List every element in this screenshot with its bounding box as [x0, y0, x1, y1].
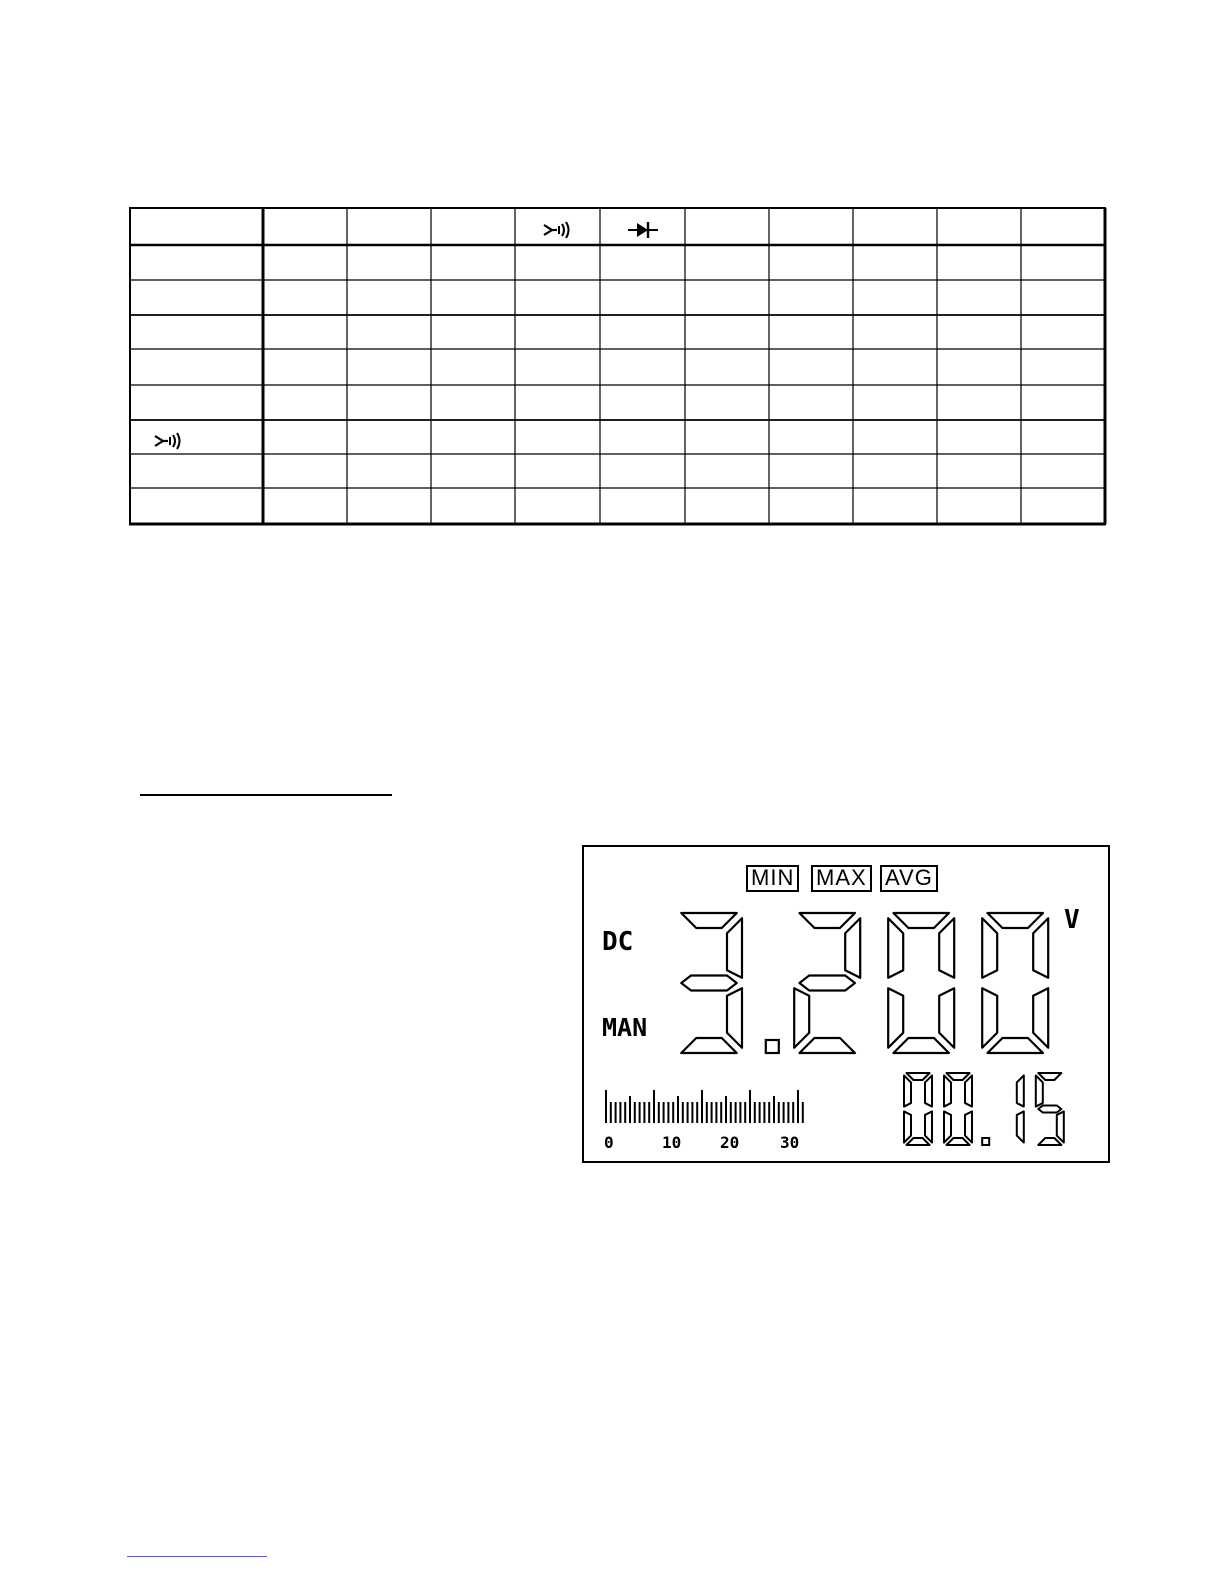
segment-g	[1038, 1106, 1061, 1113]
bargraph-label: 20	[720, 1133, 740, 1152]
segment-d	[893, 1038, 949, 1053]
decimal-point	[982, 1138, 989, 1145]
continuity-beeper-icon	[155, 433, 180, 449]
decimal-point	[766, 1040, 779, 1053]
segment-e	[944, 1111, 951, 1142]
segment-g	[799, 976, 855, 991]
bargraph-label: 10	[662, 1133, 682, 1152]
segment-f	[1036, 1075, 1043, 1106]
segment-f	[982, 918, 997, 978]
segment-b	[925, 1075, 932, 1106]
main-reading-digit	[888, 913, 954, 1053]
segment-b	[1017, 1075, 1024, 1106]
segment-c	[1017, 1111, 1024, 1142]
segment-c	[727, 988, 742, 1048]
segment-d	[681, 1038, 737, 1053]
segment-a	[906, 1073, 929, 1080]
range-label: MAN	[602, 1013, 648, 1042]
lcd-display-figure	[582, 845, 1110, 1163]
sub-reading-digit	[1017, 1075, 1024, 1142]
segment-c	[925, 1111, 932, 1142]
sub-reading-digit	[944, 1073, 972, 1145]
segment-a	[893, 913, 949, 928]
segment-b	[965, 1075, 972, 1106]
diode-icon	[628, 222, 658, 238]
segment-a	[799, 913, 855, 928]
segment-e	[982, 988, 997, 1048]
footer-rule	[127, 1556, 267, 1557]
segment-f	[904, 1075, 911, 1106]
segment-c	[1033, 988, 1048, 1048]
bargraph-label: 0	[604, 1133, 614, 1152]
segment-f	[944, 1075, 951, 1106]
segment-e	[794, 988, 809, 1048]
segment-c	[965, 1111, 972, 1142]
segment-d	[799, 1038, 855, 1053]
segment-a	[987, 913, 1042, 928]
segment-b	[939, 918, 954, 978]
segment-c	[939, 988, 954, 1048]
segment-d	[946, 1138, 969, 1145]
annunciator-avg: AVG	[880, 865, 938, 892]
mode-label: DC	[602, 927, 634, 957]
segment-d	[987, 1038, 1042, 1053]
segment-b	[727, 918, 742, 978]
segment-d	[1038, 1138, 1061, 1145]
segment-a	[1038, 1073, 1061, 1080]
sub-reading-digit	[904, 1073, 932, 1145]
segment-a	[946, 1073, 969, 1080]
continuity-beeper-icon	[544, 222, 569, 238]
unit-label: V	[1064, 905, 1080, 935]
segment-a	[681, 913, 737, 928]
section-heading-underline	[140, 794, 392, 796]
segment-d	[906, 1138, 929, 1145]
main-reading-digit	[982, 913, 1048, 1053]
bargraph-label: 30	[780, 1133, 800, 1152]
segment-e	[888, 988, 903, 1048]
annunciator-max: MAX	[811, 865, 872, 892]
segment-b	[845, 918, 860, 978]
main-reading-digit	[794, 913, 860, 1053]
segment-c	[1057, 1111, 1064, 1142]
segment-g	[681, 976, 737, 991]
lcd-segments	[584, 847, 1110, 1163]
sub-reading-digit	[1036, 1073, 1064, 1145]
segment-b	[1033, 918, 1048, 978]
main-reading-digit	[681, 913, 742, 1053]
segment-f	[888, 918, 903, 978]
segment-e	[904, 1111, 911, 1142]
function-table	[0, 0, 1225, 560]
annunciator-min: MIN	[746, 865, 799, 892]
